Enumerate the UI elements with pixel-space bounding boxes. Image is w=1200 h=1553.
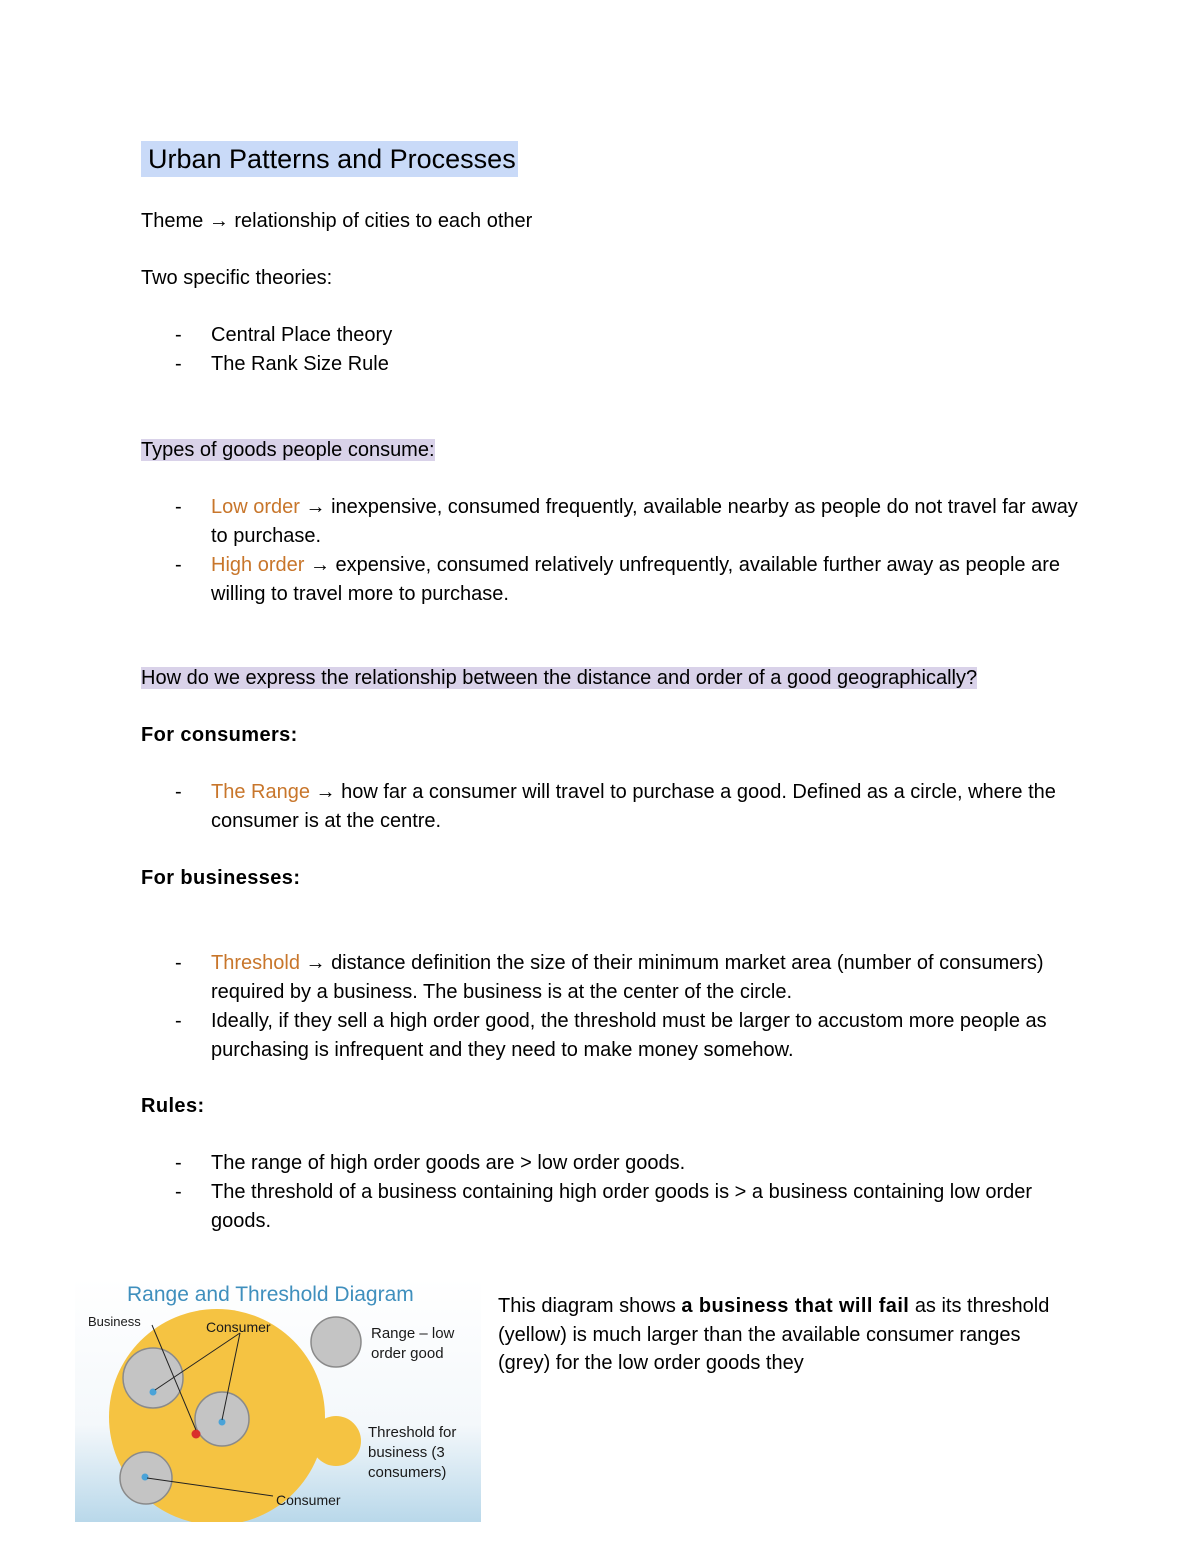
theory-item-central-place: Central Place theory (211, 324, 393, 346)
high-order-text: expensive, consumed relatively unfrequently, available further away as people are willing to travel more to purchase. (211, 554, 1061, 605)
question-text: How do we express the relationship between the distance and order of a good geographically? (141, 667, 978, 689)
theme-line (141, 207, 532, 236)
consumer-label: Consumer (206, 1319, 271, 1335)
caption-before: This diagram shows (498, 1295, 676, 1317)
range-item (211, 778, 1091, 835)
ideally-item: Ideally, if they sell a high order good, the threshold must be larger to accustom more people as purchasing is infrequent and they need to make money somehow. (211, 1010, 1047, 1061)
businesses-heading: For businesses: (141, 867, 301, 889)
low-order-text: inexpensive, consumed frequently, available nearby as people do not travel far away to purchase. (211, 496, 1078, 547)
consumer-dot (142, 1474, 149, 1481)
caption-bold: a business that will fail (681, 1295, 910, 1317)
high-order-term: High order (211, 554, 305, 576)
goods-heading (141, 436, 435, 465)
business-label: Business (88, 1314, 141, 1329)
legend-range-label: order good (371, 1345, 444, 1362)
consumer-label: Consumer (276, 1492, 341, 1508)
question-line (141, 664, 977, 693)
bullet-dash: - (175, 353, 182, 375)
legend-range-label: Range – low (371, 1325, 455, 1342)
bullet-dash: - (175, 952, 182, 974)
theme-text: relationship of cities to each other (234, 210, 533, 232)
bullet-dash: - (175, 324, 182, 346)
legend-threshold-swatch (311, 1416, 361, 1466)
threshold-text: distance definition the size of their minimum market area (number of consumers) required by a business. The business is at the center of the circle. (211, 952, 1044, 1003)
arrow-glyph: → (305, 952, 326, 974)
diagram-caption (498, 1292, 1058, 1378)
bullet-dash: - (175, 554, 182, 576)
arrow-glyph: → (315, 781, 336, 803)
threshold-item (211, 949, 1091, 1006)
bullet-dash: - (175, 1152, 182, 1174)
arrow-glyph: → (309, 554, 330, 576)
page-title: Urban Patterns and Processes (141, 141, 518, 177)
consumers-heading: For consumers: (141, 724, 298, 746)
rule-item-threshold: The threshold of a business containing high order goods is > a business containing low order goods. (211, 1181, 1033, 1232)
legend-threshold-label: business (3 (368, 1444, 445, 1461)
high-order-item (211, 551, 1091, 608)
bullet-dash: - (175, 1010, 182, 1032)
legend-range-swatch (311, 1317, 361, 1367)
rule-item-range: The range of high order goods are > low order goods. (211, 1152, 686, 1174)
legend-threshold-label: consumers) (368, 1464, 447, 1481)
caption-after: as its threshold (yellow) is much larger than the available consumer ranges (grey) for the low order goods they (498, 1295, 1050, 1374)
low-order-item (211, 493, 1091, 550)
low-order-term: Low order (211, 496, 300, 518)
bullet-dash: - (175, 781, 182, 803)
theory-item-rank-size: The Rank Size Rule (211, 353, 389, 375)
diagram-title: Range and Threshold Diagram (127, 1283, 414, 1306)
theories-intro: Two specific theories: (141, 267, 333, 289)
range-threshold-diagram (75, 1278, 481, 1522)
business-dot (192, 1430, 201, 1439)
range-term: The Range (211, 781, 310, 803)
goods-heading-text: Types of goods people consume: (141, 439, 435, 461)
threshold-term: Threshold (211, 952, 300, 974)
legend-threshold-label: Threshold for (368, 1424, 457, 1441)
theme-label: Theme (141, 210, 204, 232)
arrow-glyph: → (305, 496, 326, 518)
arrow-glyph: → (208, 210, 229, 232)
rules-heading: Rules: (141, 1095, 205, 1117)
range-text: how far a consumer will travel to purchase a good. Defined as a circle, where the consumer is at the centre. (211, 781, 1056, 832)
bullet-dash: - (175, 1181, 182, 1203)
bullet-dash: - (175, 496, 182, 518)
